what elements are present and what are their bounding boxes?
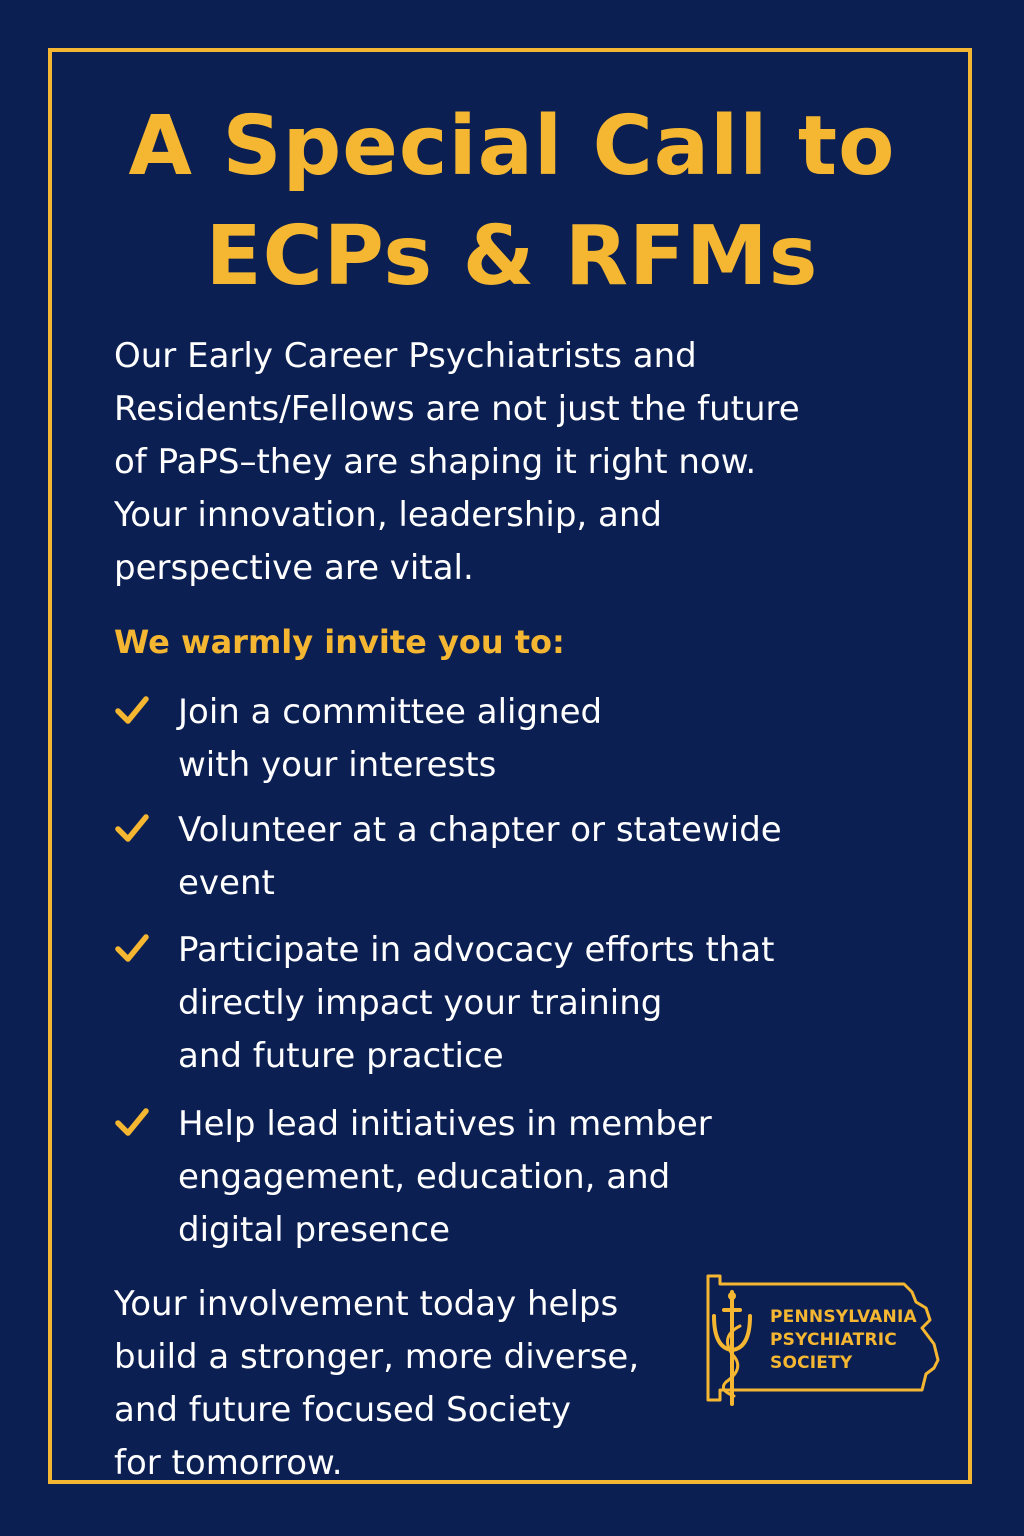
closing-line: and future focused Society <box>114 1390 572 1430</box>
checkmark-icon <box>112 808 152 848</box>
logo-line: PSYCHIATRIC <box>770 1330 897 1350</box>
invitation-line: directly impact your training <box>178 983 663 1023</box>
logo-line: SOCIETY <box>770 1353 853 1373</box>
intro-line: perspective are vital. <box>114 548 474 588</box>
checkmark-icon <box>112 928 152 968</box>
invitation-line: Participate in advocacy efforts that <box>178 930 775 970</box>
invitation-text <box>178 1098 712 1257</box>
closing-line: Your involvement today helps <box>114 1284 619 1324</box>
intro-line: Residents/Fellows are not just the future <box>114 389 800 429</box>
checkmark-icon <box>112 690 152 730</box>
invitation-line: Help lead initiatives in member <box>178 1104 712 1144</box>
invitation-line: event <box>178 863 275 903</box>
invitation-line: with your interests <box>178 745 497 785</box>
society-logo <box>690 1264 946 1414</box>
intro-line: Your innovation, leadership, and <box>114 495 662 535</box>
logo-line: PENNSYLVANIA <box>770 1307 917 1327</box>
closing-line: build a stronger, more diverse, <box>114 1337 640 1377</box>
invitation-text <box>178 686 602 792</box>
intro-line: of PaPS–they are shaping it right now. <box>114 442 757 482</box>
logo-wordmark <box>770 1306 917 1375</box>
invitation-line: and future practice <box>178 1036 504 1076</box>
invite-heading: We warmly invite you to: <box>114 623 565 661</box>
invitation-line: Join a committee aligned <box>178 692 603 732</box>
page-title <box>60 92 964 312</box>
intro-paragraph <box>114 330 904 595</box>
title-line: A Special Call to <box>128 99 896 194</box>
closing-line: for tomorrow. <box>114 1443 343 1483</box>
invitation-line: Volunteer at a chapter or statewide <box>178 810 782 850</box>
invitation-line: engagement, education, and <box>178 1157 671 1197</box>
title-line: ECPs & RFMs <box>205 209 819 304</box>
intro-line: Our Early Career Psychiatrists and <box>114 336 697 376</box>
checkmark-icon <box>112 1102 152 1142</box>
invitation-text <box>178 924 775 1083</box>
closing-paragraph <box>114 1278 704 1490</box>
invitation-text <box>178 804 782 910</box>
invitation-line: digital presence <box>178 1210 450 1250</box>
